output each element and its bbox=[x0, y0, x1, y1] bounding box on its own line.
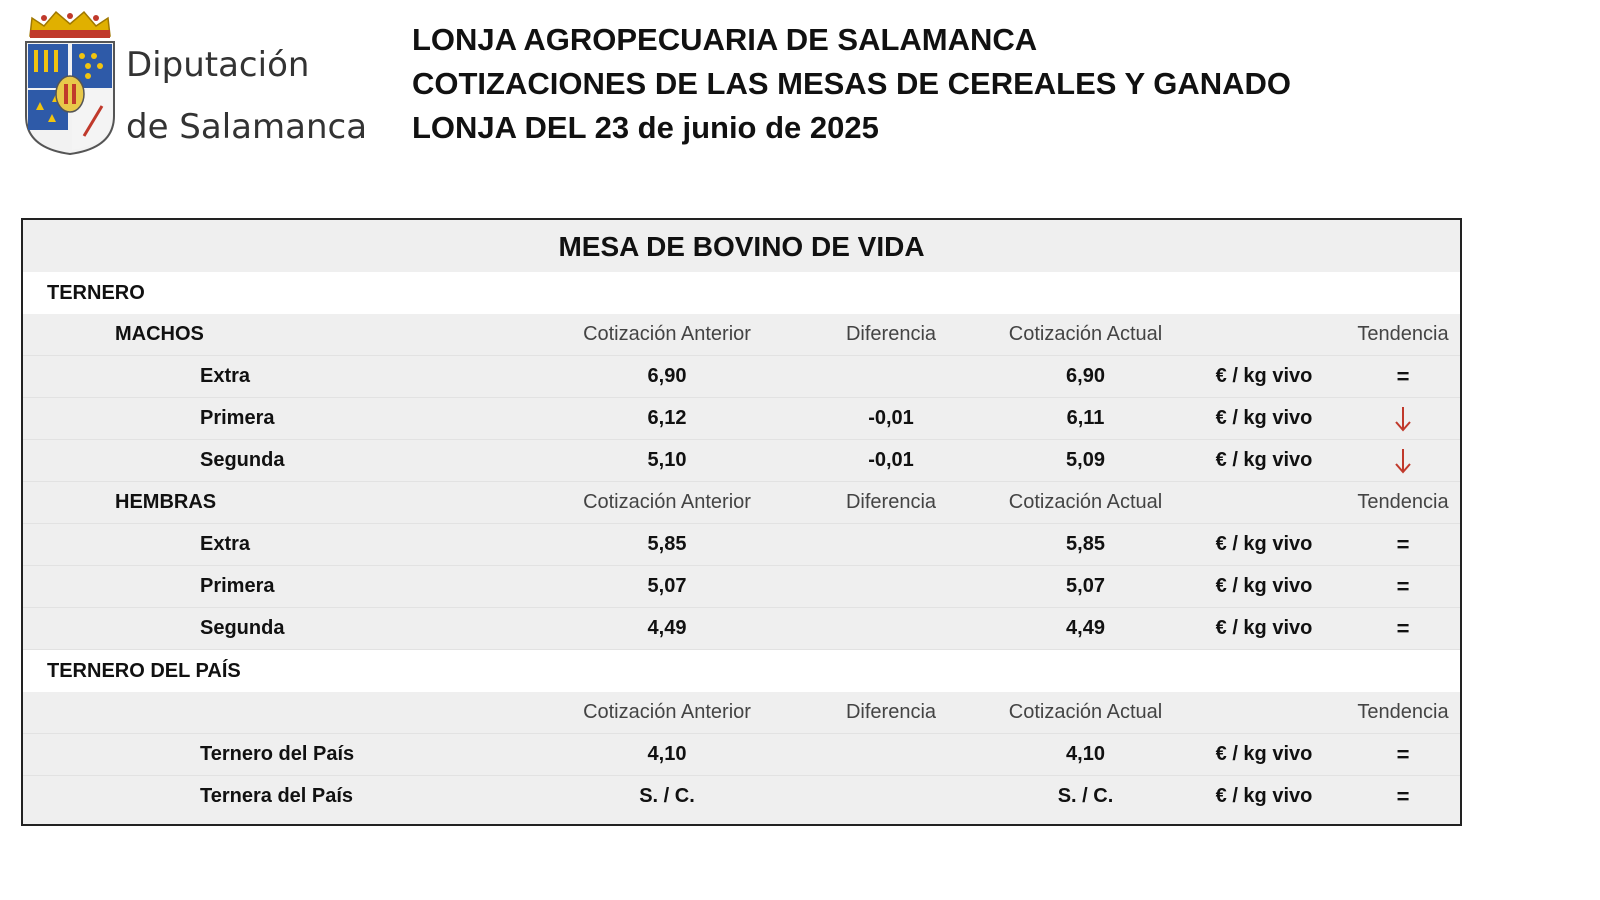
col-header-actual: Cotización Actual bbox=[1008, 701, 1163, 723]
row-name: Ternera del País bbox=[200, 785, 354, 807]
document-header bbox=[412, 18, 1291, 150]
header-line-1: LONJA AGROPECUARIA DE SALAMANCA bbox=[412, 22, 1038, 57]
row-name: Primera bbox=[200, 407, 275, 429]
col-header-tendencia: Tendencia bbox=[1357, 491, 1449, 513]
table-row bbox=[23, 566, 1460, 608]
row-anterior: 5,07 bbox=[647, 575, 687, 597]
col-header-diferencia: Diferencia bbox=[845, 491, 937, 513]
row-anterior: 6,12 bbox=[647, 407, 687, 429]
row-diferencia: -0,01 bbox=[868, 407, 914, 429]
row-name: Ternero del País bbox=[200, 743, 355, 765]
row-name: Primera bbox=[200, 575, 275, 597]
down-arrow-icon bbox=[1353, 440, 1453, 481]
table-row bbox=[23, 440, 1460, 482]
section-ternero-del-pais: TERNERO DEL PAÍS bbox=[23, 650, 1460, 692]
row-anterior: 6,90 bbox=[647, 365, 687, 387]
row-actual: 4,49 bbox=[1066, 617, 1105, 639]
col-header-anterior: Cotización Anterior bbox=[583, 491, 751, 513]
row-name: Segunda bbox=[200, 617, 285, 639]
col-header-diferencia: Diferencia bbox=[845, 701, 937, 723]
row-tendencia: = bbox=[1396, 616, 1410, 641]
table-row bbox=[23, 776, 1460, 817]
row-name: Extra bbox=[200, 533, 251, 555]
row-actual: 5,85 bbox=[1066, 533, 1105, 555]
row-actual: 5,09 bbox=[1066, 449, 1105, 471]
row-unidad: € / kg vivo bbox=[1215, 533, 1313, 555]
down-arrow-icon bbox=[1353, 398, 1453, 439]
table-row bbox=[23, 608, 1460, 650]
row-unidad: € / kg vivo bbox=[1215, 743, 1313, 765]
group-header-pais bbox=[23, 692, 1460, 734]
row-actual: 6,90 bbox=[1066, 365, 1105, 387]
col-header-actual: Cotización Actual bbox=[1008, 323, 1163, 345]
table-row bbox=[23, 356, 1460, 398]
row-tendencia: = bbox=[1396, 532, 1410, 557]
row-anterior: 4,49 bbox=[647, 617, 687, 639]
col-header-diferencia: Diferencia bbox=[845, 323, 937, 345]
section-ternero: TERNERO bbox=[23, 272, 1460, 314]
row-name: Extra bbox=[200, 365, 251, 387]
row-tendencia: = bbox=[1396, 784, 1410, 809]
row-tendencia: = bbox=[1396, 574, 1410, 599]
col-header-anterior: Cotización Anterior bbox=[583, 701, 751, 723]
header-line-3: LONJA DEL 23 de junio de 2025 bbox=[412, 110, 879, 145]
logo bbox=[22, 6, 367, 158]
row-diferencia: -0,01 bbox=[868, 449, 914, 471]
group-label: MACHOS bbox=[115, 323, 204, 345]
row-unidad: € / kg vivo bbox=[1215, 407, 1313, 429]
row-actual: 4,10 bbox=[1066, 743, 1105, 765]
row-unidad: € / kg vivo bbox=[1215, 449, 1313, 471]
group-header-hembras bbox=[23, 482, 1460, 524]
header-line-2: COTIZACIONES DE LAS MESAS DE CEREALES Y GANADO bbox=[412, 66, 1292, 101]
row-actual: 5,07 bbox=[1066, 575, 1105, 597]
row-anterior: S. / C. bbox=[639, 785, 695, 807]
row-unidad: € / kg vivo bbox=[1215, 365, 1313, 387]
row-tendencia: = bbox=[1396, 742, 1410, 767]
coat-of-arms-icon bbox=[22, 6, 118, 156]
table-row bbox=[23, 524, 1460, 566]
group-header-machos bbox=[23, 314, 1460, 356]
col-header-actual: Cotización Actual bbox=[1008, 491, 1163, 513]
row-tendencia: = bbox=[1396, 364, 1410, 389]
logo-text-line2: de Salamanca bbox=[126, 107, 368, 147]
row-unidad: € / kg vivo bbox=[1215, 617, 1313, 639]
table-row bbox=[23, 398, 1460, 440]
row-actual: 6,11 bbox=[1066, 407, 1105, 429]
table-title: MESA DE BOVINO DE VIDA bbox=[558, 231, 925, 262]
row-anterior: 5,85 bbox=[647, 533, 687, 555]
row-actual: S. / C. bbox=[1057, 785, 1114, 807]
col-header-tendencia: Tendencia bbox=[1357, 701, 1449, 723]
table-row bbox=[23, 734, 1460, 776]
price-table bbox=[21, 218, 1462, 826]
row-anterior: 4,10 bbox=[647, 743, 687, 765]
logo-text-line1: Diputación bbox=[126, 45, 310, 85]
col-header-tendencia: Tendencia bbox=[1357, 323, 1449, 345]
row-unidad: € / kg vivo bbox=[1215, 785, 1313, 807]
row-name: Segunda bbox=[200, 449, 285, 471]
row-unidad: € / kg vivo bbox=[1215, 575, 1313, 597]
group-label: HEMBRAS bbox=[115, 491, 217, 513]
row-anterior: 5,10 bbox=[647, 449, 687, 471]
col-header-anterior: Cotización Anterior bbox=[583, 323, 751, 345]
